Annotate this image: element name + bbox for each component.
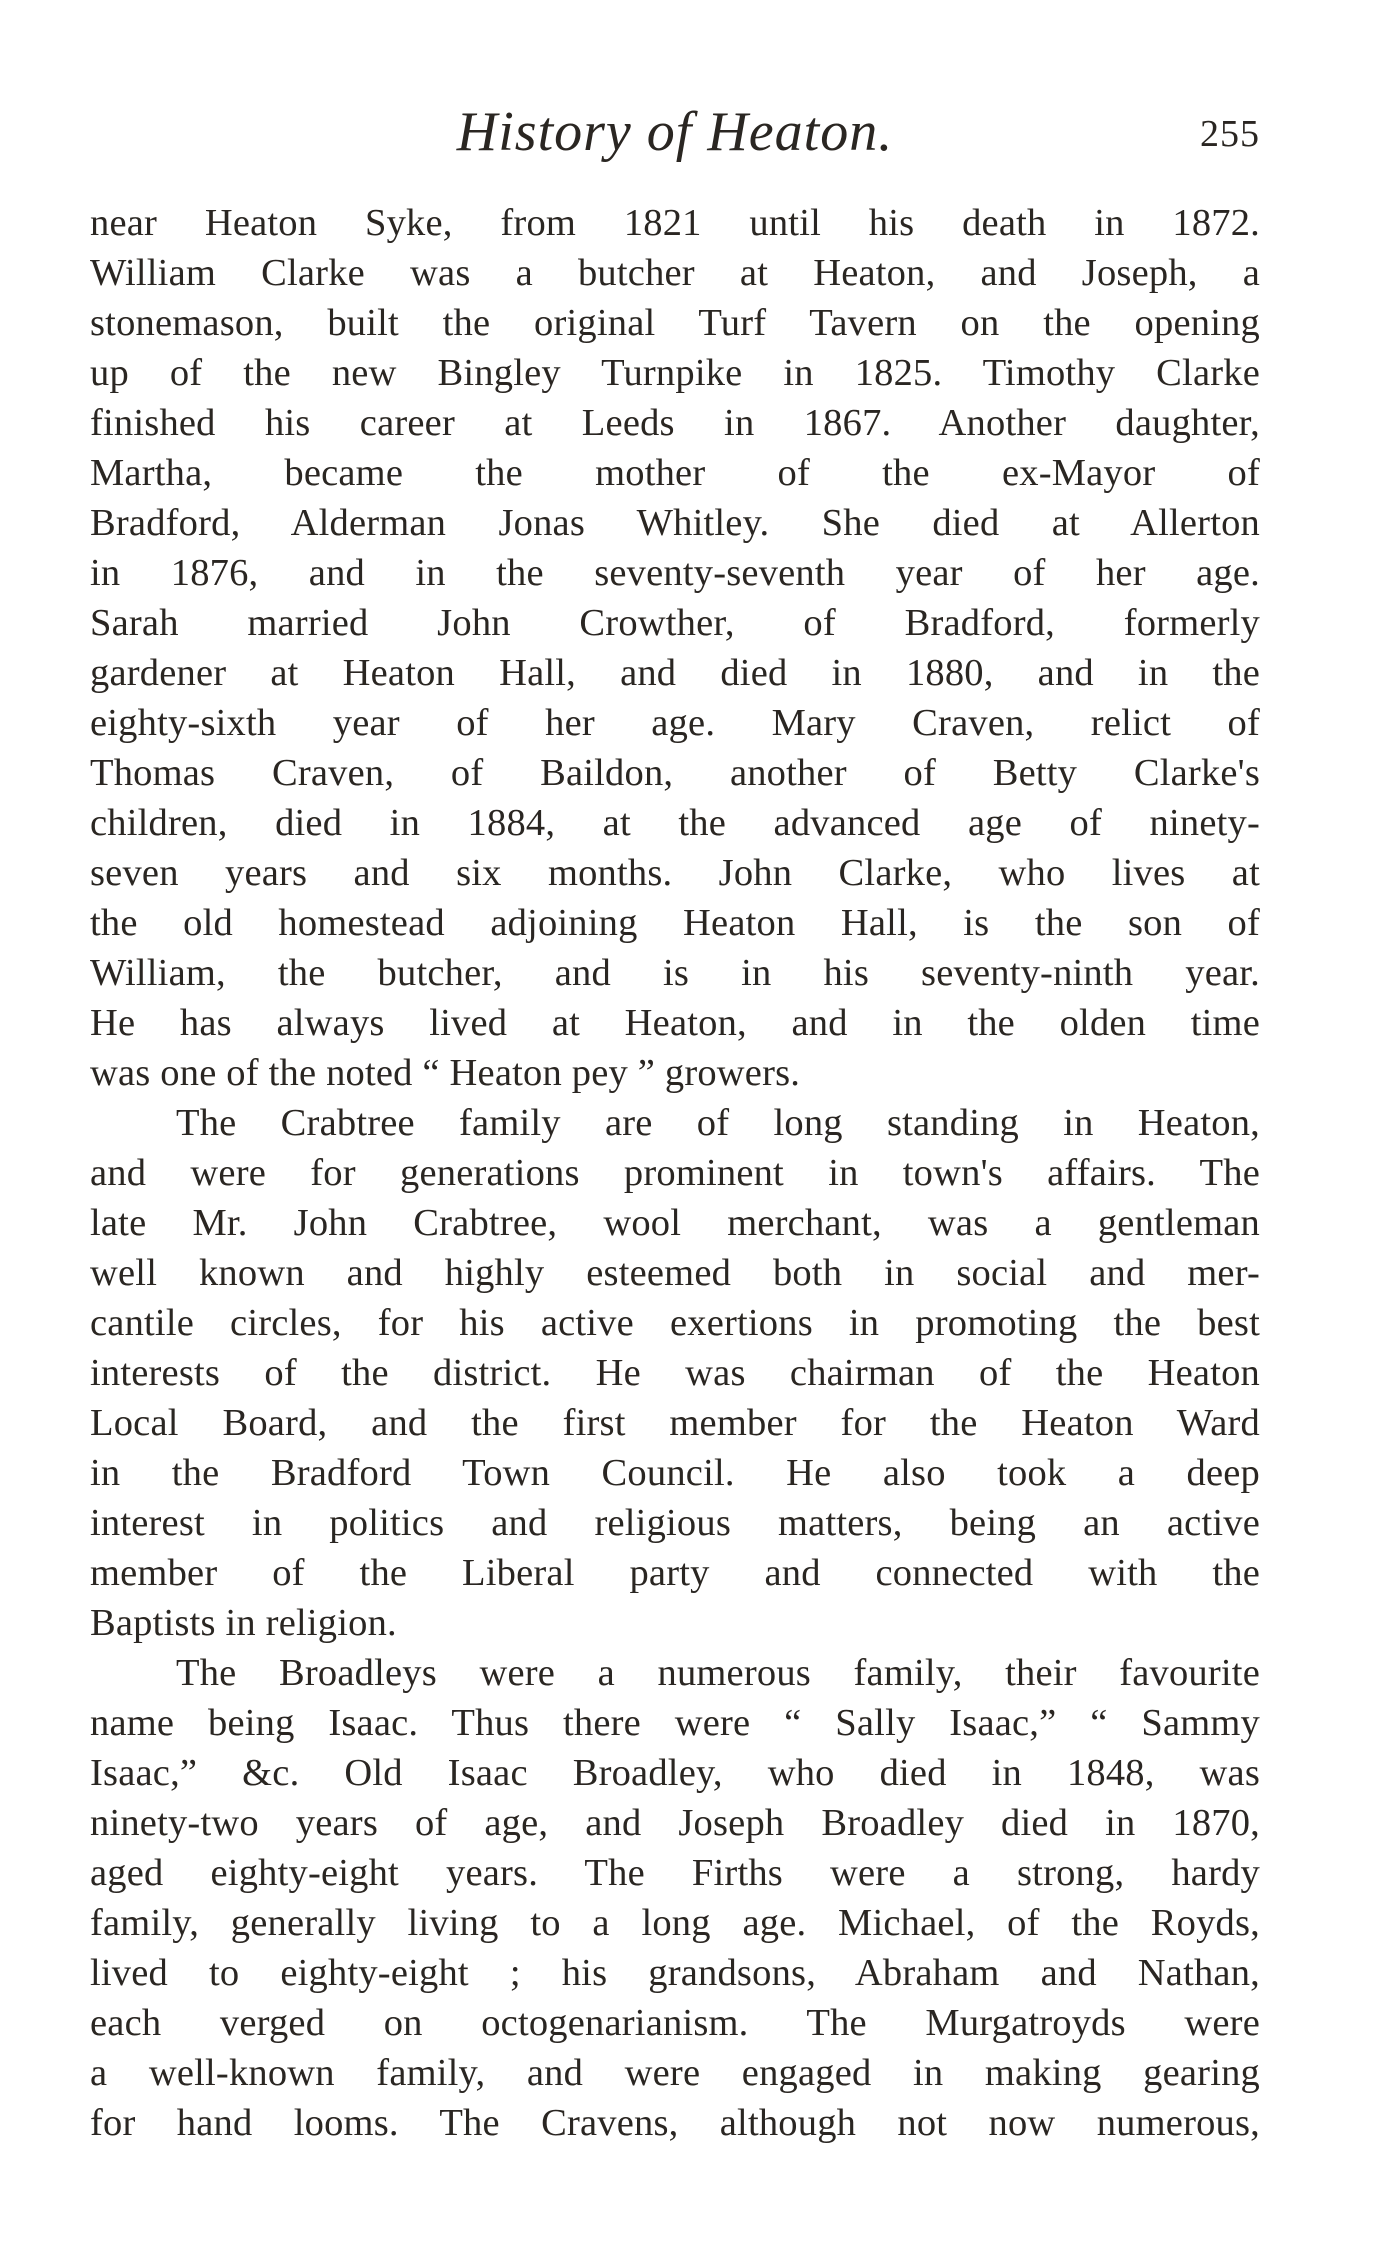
text-line: He has always lived at Heaton, and in the olden time: [90, 1002, 1260, 1044]
page-number: 255: [1200, 113, 1260, 155]
text-line: and were for generations prominent in town's affairs. The: [90, 1152, 1260, 1194]
text-line: each verged on octogenarianism. The Murgatroyds were: [90, 2002, 1260, 2044]
body-text: [90, 198, 1260, 2148]
text-line: William, the butcher, and is in his seventy-ninth year.: [90, 952, 1260, 994]
text-line: member of the Liberal party and connected with the: [90, 1552, 1260, 1594]
text-line: ninety-two years of age, and Joseph Broadley died in 1870,: [90, 1802, 1260, 1844]
text-line: in the Bradford Town Council. He also took a deep: [90, 1452, 1260, 1494]
text-line: seven years and six months. John Clarke, who lives at: [90, 852, 1260, 894]
text-line: the old homestead adjoining Heaton Hall, is the son of: [90, 902, 1260, 944]
text-line: Isaac,” &c. Old Isaac Broadley, who died in 1848, was: [90, 1752, 1260, 1794]
text-line: Sarah married John Crowther, of Bradford, formerly: [90, 602, 1260, 644]
text-line: interests of the district. He was chairman of the Heaton: [90, 1352, 1260, 1394]
text-line: was one of the noted “ Heaton pey ” growers.: [90, 1052, 801, 1094]
text-line: late Mr. John Crabtree, wool merchant, was a gentleman: [90, 1202, 1260, 1244]
text-line: family, generally living to a long age. Michael, of the Royds,: [90, 1902, 1260, 1944]
text-line: William Clarke was a butcher at Heaton, and Joseph, a: [90, 252, 1260, 294]
text-line: well known and highly esteemed both in social and mer-: [90, 1252, 1260, 1294]
running-title: History of Heaton.: [456, 101, 894, 163]
text-line: The Broadleys were a numerous family, their favourite: [176, 1652, 1260, 1694]
text-line: cantile circles, for his active exertions in promoting the best: [90, 1302, 1260, 1344]
text-line: The Crabtree family are of long standing in Heaton,: [176, 1102, 1260, 1144]
text-line: children, died in 1884, at the advanced age of ninety-: [90, 802, 1260, 844]
text-line: a well-known family, and were engaged in making gearing: [90, 2052, 1260, 2094]
text-line: name being Isaac. Thus there were “ Sally Isaac,” “ Sammy: [90, 1702, 1260, 1744]
text-line: Baptists in religion.: [90, 1602, 397, 1644]
text-line: Local Board, and the first member for the Heaton Ward: [90, 1402, 1260, 1444]
text-line: for hand looms. The Cravens, although not now numerous,: [90, 2102, 1260, 2144]
text-line: gardener at Heaton Hall, and died in 1880, and in the: [90, 652, 1260, 694]
text-line: eighty-sixth year of her age. Mary Craven, relict of: [90, 702, 1260, 744]
text-line: in 1876, and in the seventy-seventh year of her age.: [90, 552, 1260, 594]
text-line: finished his career at Leeds in 1867. Another daughter,: [90, 402, 1260, 444]
text-line: up of the new Bingley Turnpike in 1825. Timothy Clarke: [90, 352, 1260, 394]
text-line: near Heaton Syke, from 1821 until his death in 1872.: [90, 202, 1260, 244]
text-line: lived to eighty-eight ; his grandsons, Abraham and Nathan,: [90, 1952, 1260, 1994]
text-line: Thomas Craven, of Baildon, another of Betty Clarke's: [90, 752, 1260, 794]
text-line: Martha, became the mother of the ex-Mayor of: [90, 452, 1260, 494]
text-line: stonemason, built the original Turf Tavern on the opening: [90, 302, 1260, 344]
text-line: Bradford, Alderman Jonas Whitley. She died at Allerton: [90, 502, 1260, 544]
text-line: interest in politics and religious matters, being an active: [90, 1502, 1260, 1544]
text-line: aged eighty-eight years. The Firths were a strong, hardy: [90, 1852, 1260, 1894]
page-header: [90, 100, 1260, 180]
